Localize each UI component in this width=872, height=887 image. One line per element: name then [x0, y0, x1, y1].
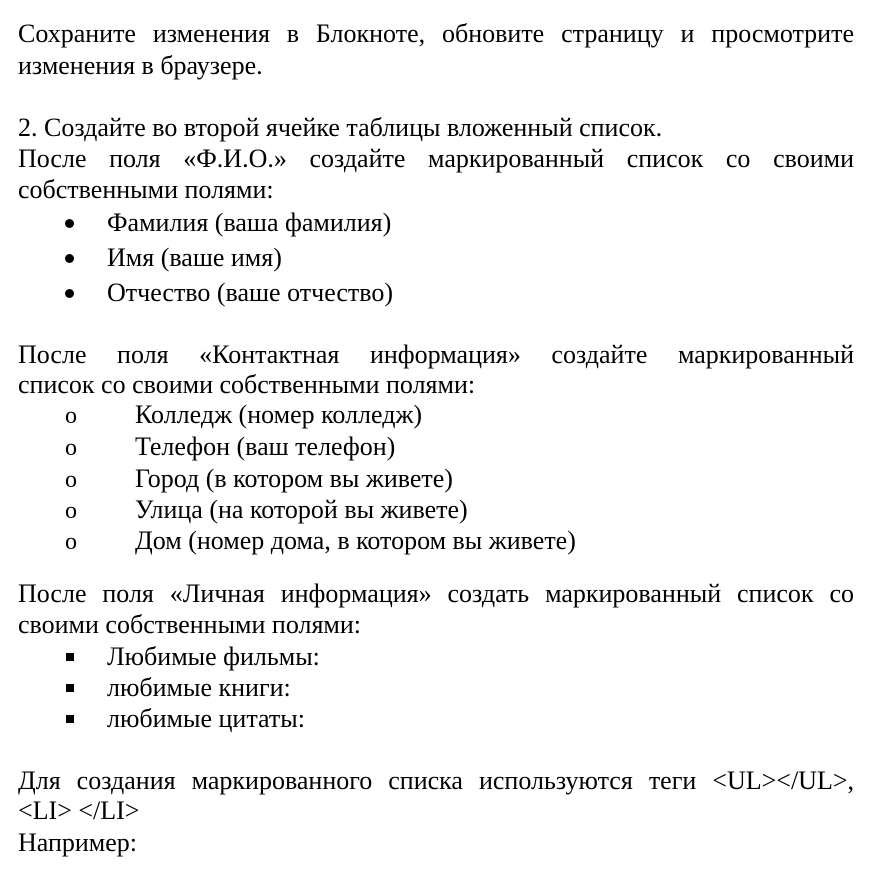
disc-bullet-icon: [65, 254, 74, 263]
circle-bullet-icon: o: [65, 498, 77, 524]
circle-bullet-icon: o: [65, 435, 77, 461]
fio-item-name: Имя (ваше имя): [107, 243, 282, 272]
contact-item-street: Улица (на которой вы живете): [135, 495, 468, 524]
example-label: Например:: [18, 828, 138, 857]
personal-item-films: Любимые фильмы:: [107, 642, 320, 671]
personal-item-quotes: любимые цитаты:: [107, 704, 305, 733]
tags-paragraph-line-2: <LI> </LI>: [18, 796, 140, 825]
fio-item-patronymic: Отчество (ваше отчество): [107, 278, 394, 307]
circle-bullet-icon: o: [65, 467, 77, 493]
tags-paragraph-line-1: Для создания маркированного списка используются теги <UL></UL>,: [18, 766, 854, 795]
circle-bullet-icon: o: [65, 403, 77, 429]
contact-item-house: Дом (номер дома, в котором вы живете): [135, 526, 576, 555]
contact-item-city: Город (в котором вы живете): [135, 464, 453, 493]
contact-paragraph-line-1: После поля «Контактная информация» создайте маркированный: [18, 340, 854, 369]
intro-line-1: Сохраните изменения в Блокноте, обновите страницу и просмотрите: [18, 19, 854, 48]
contact-item-phone: Телефон (ваш телефон): [135, 432, 396, 461]
disc-bullet-icon: [65, 219, 74, 228]
personal-item-books: любимые книги:: [107, 673, 291, 702]
square-bullet-icon: [66, 684, 74, 692]
fio-paragraph-line-2: собственными полями:: [18, 175, 274, 204]
contact-paragraph-line-2: список со своими собственными полями:: [18, 370, 476, 399]
square-bullet-icon: [66, 653, 74, 661]
task2-heading: 2. Создайте во второй ячейке таблицы вложенный список.: [18, 113, 663, 142]
intro-line-2: изменения в браузере.: [18, 51, 263, 80]
circle-bullet-icon: o: [65, 529, 77, 555]
contact-item-college: Колледж (номер колледж): [135, 400, 423, 429]
square-bullet-icon: [66, 715, 74, 723]
fio-item-surname: Фамилия (ваша фамилия): [107, 208, 392, 237]
personal-paragraph-line-2: своими собственными полями:: [18, 610, 362, 639]
personal-paragraph-line-1: После поля «Личная информация» создать маркированный список со: [18, 579, 854, 608]
disc-bullet-icon: [65, 289, 74, 298]
fio-paragraph-line-1: После поля «Ф.И.О.» создайте маркированный список со своими: [18, 144, 854, 173]
